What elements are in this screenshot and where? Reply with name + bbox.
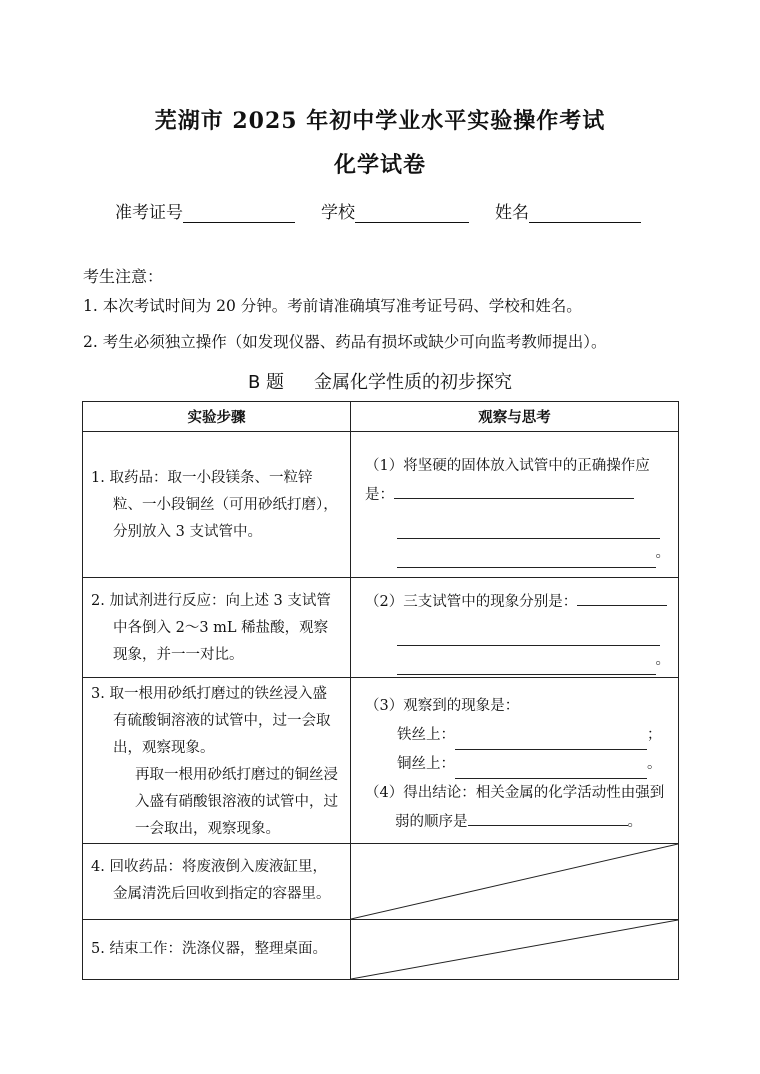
q3-copper-blank[interactable] [455,762,647,779]
exam-title: 芜湖市 2025 年初中学业水平实验操作考试 [154,108,606,134]
col-header-observation: 观察与思考 [351,402,679,432]
school-blank[interactable] [355,204,469,223]
q3-copper-row: 铜丝上： 。 [397,750,670,779]
table-row [83,432,679,578]
q1-answer-line-2[interactable] [397,510,660,539]
step-4-text: 4. 回收药品：将废液倒入废液缸里，金属清洗后回收到指定的容器里。 [91,859,331,902]
diagonal-line [351,920,678,979]
q2-answer-line-2[interactable] [397,617,660,646]
table-row [83,844,679,920]
crossed-out-cell [351,844,679,920]
experiment-table [82,401,679,980]
notes-heading: 考生注意： [83,267,164,286]
q1-period: 。 [655,545,670,561]
diagonal-line [351,844,678,919]
table-row [83,578,679,678]
q2-answer-line-3[interactable] [397,652,656,675]
note-item-1: 1. 本次考试时间为 20 分钟。考前请准确填写准考证号码、学校和姓名。 [83,297,582,315]
id-blank[interactable] [183,204,295,223]
q2-text: （2）三支试管中的现象分别是： [365,588,670,617]
table-header-row [83,402,679,432]
section-label: B 题 [247,372,285,393]
step-3b-text: 再取一根用砂纸打磨过的铜丝浸入盛有硝酸银溶液的试管中，过一会取出，观察现象。 [135,767,338,837]
q4-answer-blank[interactable] [468,809,628,826]
q3-iron-blank[interactable] [455,733,647,750]
q1-text: （1）将坚硬的固体放入试管中的正确操作应是： [365,458,650,503]
q1-answer-blank[interactable] [394,482,634,499]
q4-text: （4）得出结论：相关金属的化学活动性由强到弱的顺序是 。 [365,785,665,830]
school-label: 学校 [321,203,355,223]
table-row [83,678,679,844]
col-header-steps: 实验步骤 [83,402,351,432]
crossed-out-cell [351,920,679,980]
q3-text: （3）观察到的现象是： [365,698,520,714]
step-2-text: 2. 加试剂进行反应：向上述 3 支试管中各倒入 2～3 mL 稀盐酸，观察现象，并一一对比。 [91,593,331,663]
step-3a-text: 3. 取一根用砂纸打磨过的铁丝浸入盛有硫酸铜溶液的试管中，过一会取出，观察现象。 [91,686,331,756]
q2-period: 。 [655,652,670,668]
note-item-2: 2. 考生必须独立操作（如发现仪器、药品有损坏或缺少可向监考教师提出）。 [83,333,607,351]
id-label: 准考证号 [115,203,183,223]
section-title [0,368,760,394]
name-label: 姓名 [495,203,529,223]
name-blank[interactable] [529,204,641,223]
table-row [83,920,679,980]
exam-subtitle: 化学试卷 [333,152,426,178]
step-1-text: 1. 取药品：取一小段镁条、一粒锌粒、一小段铜丝（可用砂纸打磨），分别放入 3 支试管中。 [91,470,338,540]
section-topic: 金属化学性质的初步探究 [314,372,513,393]
q3-iron-row: 铁丝上： ； [397,721,670,750]
q2-answer-blank[interactable] [577,589,667,606]
q1-answer-line-3[interactable] [397,545,656,568]
candidate-info-row [115,198,641,223]
step-5-text: 5. 结束工作：洗涤仪器，整理桌面。 [91,941,327,957]
